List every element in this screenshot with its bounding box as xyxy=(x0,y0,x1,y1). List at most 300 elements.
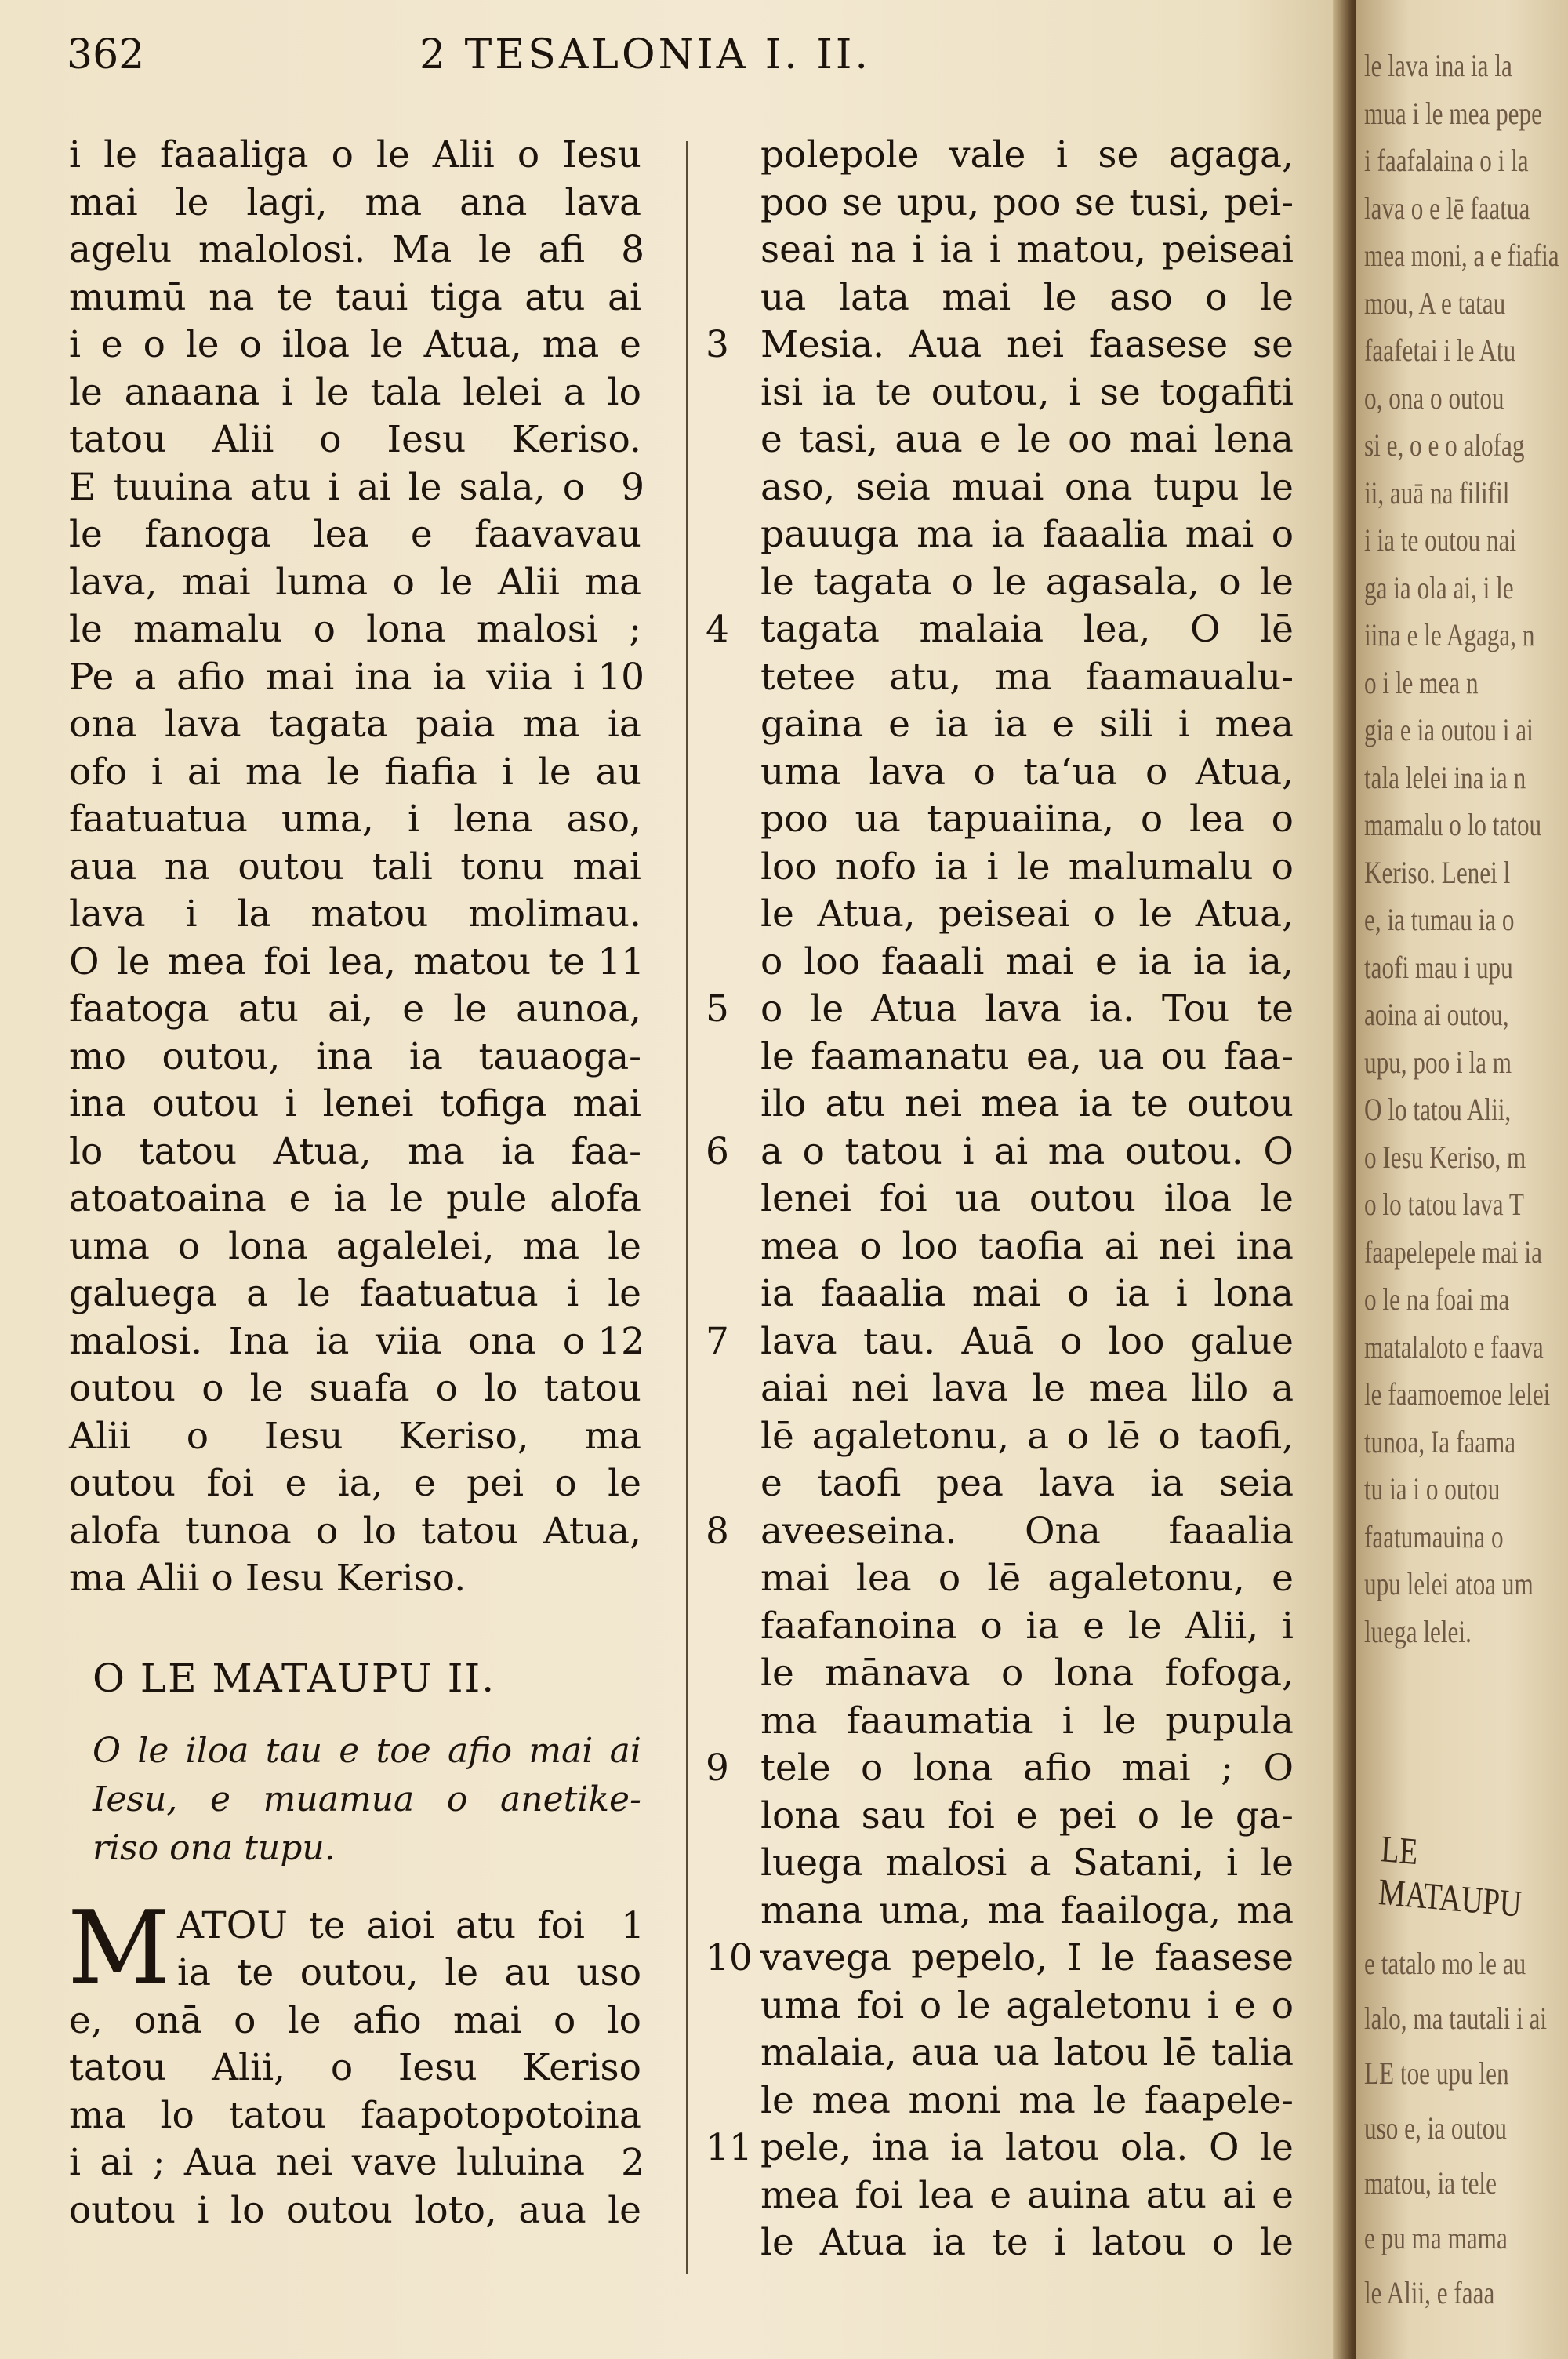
word: nofo xyxy=(834,845,917,889)
word: anaana xyxy=(124,370,260,414)
word: tala xyxy=(370,370,441,414)
word: poo xyxy=(760,798,829,841)
word: faatuatua xyxy=(359,1272,539,1315)
word: atu xyxy=(250,465,311,509)
verse-number: 2 xyxy=(621,2141,644,2184)
word: ATOU xyxy=(177,1903,288,1947)
word: taʻua xyxy=(1023,750,1118,794)
word: viia xyxy=(486,655,554,699)
text-line xyxy=(69,180,641,227)
word: lenei xyxy=(322,1082,414,1125)
text-line xyxy=(760,511,1294,559)
facing-page-fragment: uso e, ia outou xyxy=(1364,2110,1507,2146)
word: pepelo, xyxy=(911,1936,1048,1979)
word: lava xyxy=(985,987,1062,1030)
column-rule xyxy=(686,141,688,2274)
word: fiafia xyxy=(384,750,477,794)
word: aso xyxy=(1109,275,1173,319)
facing-page-fragment: i ia te outou nai xyxy=(1364,522,1517,558)
word: Atua xyxy=(871,987,958,1030)
word: tapuaiina, xyxy=(927,798,1115,841)
word: polepole xyxy=(760,133,920,176)
facing-page-fragment: matou, ia tele xyxy=(1364,2165,1497,2201)
word: le xyxy=(1017,418,1051,461)
word: pea xyxy=(935,1462,1004,1505)
word: togafiti xyxy=(1160,370,1294,414)
word: alofa xyxy=(550,1177,641,1220)
right-column xyxy=(706,132,1294,2267)
word: mea xyxy=(760,1224,840,1268)
word: le xyxy=(1093,2078,1127,2122)
word: le xyxy=(249,1367,284,1410)
word: agaletonu, xyxy=(1047,1557,1245,1600)
word: mana xyxy=(760,1888,863,1932)
word: se xyxy=(1098,133,1139,176)
word: aiai xyxy=(760,1367,829,1410)
word: ; xyxy=(152,2141,165,2184)
text-line xyxy=(760,1603,1294,1651)
facing-page-fragment: ii, auā na filifil xyxy=(1364,474,1510,511)
word: afio xyxy=(352,1998,422,2042)
facing-page-fragment: aoina ai outou, xyxy=(1364,997,1509,1032)
word: atu xyxy=(524,275,586,319)
word: ina xyxy=(315,1034,374,1078)
word: pele, xyxy=(760,2126,851,2169)
word: o xyxy=(553,1998,576,2042)
word: le xyxy=(608,1272,641,1315)
word: tunoa xyxy=(185,1509,292,1553)
word: foi xyxy=(879,1177,927,1220)
word: foi xyxy=(947,1794,995,1837)
verse-number: 3 xyxy=(706,323,729,366)
word: ai xyxy=(357,465,391,509)
word: loo xyxy=(804,940,860,983)
word: le xyxy=(1260,275,1294,319)
drop-cap: M xyxy=(67,1889,171,2007)
word: e xyxy=(413,1462,436,1505)
text-line xyxy=(69,511,641,559)
word: atu, xyxy=(889,655,962,699)
chapter-title: O LE MATAUPU II. xyxy=(93,1655,496,1701)
word: o xyxy=(973,750,996,794)
word: lenei xyxy=(760,1177,851,1220)
text-line xyxy=(706,2125,1294,2172)
text-line xyxy=(69,1318,644,1366)
word: galuega xyxy=(69,1272,218,1315)
word: i xyxy=(69,133,82,176)
word: lo xyxy=(607,370,641,414)
word: pule xyxy=(446,1177,528,1220)
word: ona xyxy=(69,703,137,746)
text-line xyxy=(760,464,1294,512)
word: a xyxy=(563,370,586,414)
word: o xyxy=(1145,750,1168,794)
word: peiseai xyxy=(938,892,1071,936)
word: ina xyxy=(354,655,412,699)
word: ma xyxy=(1018,2078,1076,2122)
word: e xyxy=(760,1462,782,1505)
word: lona xyxy=(1214,1272,1294,1315)
text-line xyxy=(69,2139,644,2187)
word: e xyxy=(410,513,433,556)
verse-number: 9 xyxy=(706,1747,729,1790)
facing-page-fragment: o i le mea n xyxy=(1364,664,1479,700)
word: mea xyxy=(1214,703,1294,746)
word: Iesu, xyxy=(93,1779,178,1819)
word: Alii xyxy=(497,560,560,604)
word: faatoga xyxy=(69,987,209,1030)
word: Atua xyxy=(819,2221,907,2264)
word: faaalia xyxy=(820,1272,946,1315)
word: i xyxy=(1054,2221,1066,2264)
word: I xyxy=(1067,1936,1082,1979)
word: e xyxy=(1272,1557,1294,1600)
word: lena xyxy=(453,798,533,841)
word: galue xyxy=(1190,1319,1294,1363)
word: outou. xyxy=(1124,1129,1243,1173)
word: tauaoga- xyxy=(478,1034,641,1078)
word: le xyxy=(103,133,137,176)
word: le xyxy=(760,560,794,604)
word: o xyxy=(1137,1794,1160,1837)
word: le xyxy=(69,608,103,651)
text-line xyxy=(69,464,644,512)
word: ma xyxy=(245,750,303,794)
word: le xyxy=(608,1462,641,1505)
word: sili xyxy=(1098,703,1154,746)
word: seia xyxy=(1219,1462,1294,1505)
facing-page-fragment: i faafalaina o i la xyxy=(1364,143,1529,178)
word: ma xyxy=(987,1888,1044,1932)
word: e xyxy=(285,1462,307,1505)
word: peiseai xyxy=(1162,228,1294,271)
word: lo xyxy=(230,2188,265,2232)
word: nei xyxy=(904,1082,963,1125)
text-line xyxy=(69,416,641,464)
word: ilo xyxy=(760,1082,807,1125)
word: atu xyxy=(238,987,299,1030)
word: le xyxy=(297,1272,331,1315)
word: pei- xyxy=(1224,180,1294,224)
facing-page-fragment: o lo tatou lava T xyxy=(1364,1187,1524,1222)
text-line xyxy=(69,274,641,322)
word: o xyxy=(446,1779,468,1819)
word: seia xyxy=(855,465,931,509)
word: Alii xyxy=(432,133,495,176)
text-line xyxy=(760,2030,1294,2077)
word: le xyxy=(760,1652,794,1695)
word: O xyxy=(1263,1129,1294,1173)
facing-page-fragment: O lo tatou Alii, xyxy=(1364,1092,1512,1127)
word: lava xyxy=(164,703,241,746)
word: iloa xyxy=(185,1730,249,1771)
word: mo xyxy=(69,1034,126,1078)
facing-page-fragment: ga ia ola ai, i le xyxy=(1364,569,1514,605)
word: ia, xyxy=(337,1462,383,1505)
text-line xyxy=(760,1270,1294,1318)
word: le xyxy=(69,513,103,556)
word: lava, xyxy=(69,560,158,604)
word: ua xyxy=(955,1177,1001,1220)
word: i xyxy=(989,228,1001,271)
text-line xyxy=(706,322,1294,369)
word: lo xyxy=(607,1998,641,2042)
word: ma xyxy=(1047,1129,1105,1173)
word: lea, xyxy=(1083,608,1151,651)
word: taofi, xyxy=(1198,1414,1294,1458)
word: tagata xyxy=(269,703,388,746)
text-line xyxy=(760,1888,1294,1936)
word: ina xyxy=(872,2126,930,2169)
text-line xyxy=(69,749,641,797)
word: o xyxy=(330,2046,354,2089)
word: viia xyxy=(376,1319,442,1363)
word: outou xyxy=(152,1082,260,1125)
word: aso, xyxy=(566,798,641,841)
text-line xyxy=(760,1840,1294,1888)
word: se xyxy=(1074,180,1116,224)
word: le xyxy=(116,940,151,983)
chapter-opening xyxy=(67,1889,644,2235)
word: iloa xyxy=(281,323,350,366)
word: te xyxy=(548,940,585,983)
word: Alii xyxy=(69,1414,132,1458)
word: ai, xyxy=(328,987,374,1030)
word: ua xyxy=(760,275,807,319)
word: le xyxy=(1181,1794,1214,1837)
word: na xyxy=(209,275,255,319)
word: ma xyxy=(1236,1888,1294,1932)
word: Iesu xyxy=(397,2046,477,2089)
word: Mesia. xyxy=(760,323,885,366)
word: tatou xyxy=(421,1509,519,1553)
facing-page-fragment: upu lelei atoa um xyxy=(1364,1566,1534,1601)
word: mea xyxy=(1088,1367,1168,1410)
text-line xyxy=(93,1776,641,1824)
word: e xyxy=(209,1779,231,1819)
word: na xyxy=(851,228,897,271)
verse-number: 9 xyxy=(621,465,644,509)
verse-number: 11 xyxy=(597,940,644,983)
word: molimau. xyxy=(468,892,641,936)
word: le xyxy=(390,1177,424,1220)
word: Aua xyxy=(183,2141,257,2184)
facing-page-fragment: le lava ina ia la xyxy=(1364,48,1512,83)
page-number: 362 xyxy=(67,31,145,78)
text-line xyxy=(69,891,641,939)
running-title: 2 TESALONIA I. II. xyxy=(419,31,871,78)
text-line xyxy=(69,2187,641,2235)
word: aso, xyxy=(760,465,836,509)
word: i xyxy=(912,228,924,271)
word: o xyxy=(186,1414,209,1458)
word: o xyxy=(1271,513,1294,556)
word: malosi xyxy=(476,608,598,651)
word: tagata xyxy=(760,608,880,651)
word: seai xyxy=(760,228,835,271)
word: ua xyxy=(993,2031,1040,2074)
word: mai xyxy=(971,1272,1041,1315)
word: ona xyxy=(468,1319,536,1363)
word: i xyxy=(185,892,198,936)
word: lē xyxy=(1163,2031,1197,2074)
text-line xyxy=(69,1081,641,1129)
word: lē xyxy=(987,1557,1022,1600)
word: tofiga xyxy=(439,1082,547,1125)
word: i xyxy=(1175,1272,1188,1315)
word: Alii xyxy=(137,1557,212,1600)
word: ua xyxy=(855,798,901,841)
word: tatou xyxy=(139,1129,238,1173)
word: ia xyxy=(607,703,641,746)
word: le xyxy=(1127,1604,1162,1648)
word: o xyxy=(319,418,342,461)
word: tuuina xyxy=(113,465,234,509)
word: faailoga, xyxy=(1060,1888,1221,1932)
word: tupu xyxy=(1153,465,1240,509)
word: a xyxy=(134,655,157,699)
word: o xyxy=(1205,275,1228,319)
word: ai xyxy=(187,750,221,794)
word: foi xyxy=(855,2173,903,2217)
word: lona xyxy=(913,1747,993,1790)
word: tele xyxy=(760,1747,831,1790)
text-line xyxy=(760,180,1294,227)
word: a xyxy=(1029,1841,1051,1885)
verse-number: 5 xyxy=(706,987,729,1030)
word: outou, xyxy=(931,370,1050,414)
word: E xyxy=(69,465,96,509)
word: agelu xyxy=(69,228,172,271)
word: faasese xyxy=(1154,1936,1294,1979)
word: riso xyxy=(93,1827,170,1868)
word: faamaualu- xyxy=(1085,655,1294,699)
word: i xyxy=(69,323,82,366)
word: Ona xyxy=(1025,1509,1101,1553)
word: Alii, xyxy=(1185,1604,1259,1648)
word: malumalu xyxy=(1068,845,1254,889)
word: faa- xyxy=(571,1129,641,1173)
word: te xyxy=(237,1951,274,1994)
word: faasese xyxy=(1088,323,1229,366)
word: ea, xyxy=(1026,1034,1082,1078)
facing-page-fragment: o Iesu Keriso, m xyxy=(1364,1139,1526,1175)
word: o xyxy=(1093,892,1116,936)
word: lava xyxy=(564,180,641,224)
word: ia xyxy=(315,1319,350,1363)
word: Keriso xyxy=(522,2046,641,2089)
word: foi xyxy=(856,1983,905,2027)
word: tupu. xyxy=(244,1827,336,1868)
word: moni xyxy=(908,2078,1001,2122)
word: talia xyxy=(1210,2031,1294,2074)
facing-page-fragment: lava o e lē faatua xyxy=(1364,190,1530,226)
word: ua xyxy=(1098,1034,1145,1078)
word: te xyxy=(1131,1082,1168,1125)
word: ia xyxy=(333,1177,368,1220)
verse-number: 10 xyxy=(597,655,644,699)
word: Atua, xyxy=(423,323,522,366)
word: tonu xyxy=(460,845,545,889)
verse-number: 8 xyxy=(706,1509,729,1553)
word: faaali xyxy=(880,940,985,983)
word: anetike- xyxy=(500,1779,641,1819)
word: i xyxy=(1062,1699,1074,1743)
word: uma, xyxy=(281,798,374,841)
word: afio xyxy=(448,1730,513,1771)
word: outou xyxy=(1186,1082,1294,1125)
word: alofa xyxy=(69,1509,161,1553)
facing-page-fragment: faafetai i le Atu xyxy=(1364,333,1516,368)
word: le xyxy=(314,370,349,414)
word: e xyxy=(1083,1604,1105,1648)
text-line xyxy=(706,1129,1294,1176)
word: ia xyxy=(1078,1082,1112,1125)
word: o xyxy=(1060,1319,1083,1363)
word: vale xyxy=(949,133,1026,176)
word: poo xyxy=(760,180,829,224)
word: nei xyxy=(275,2141,333,2184)
word: le xyxy=(1101,1936,1135,1979)
word: le xyxy=(1043,275,1077,319)
word: Atua, xyxy=(817,892,916,936)
word: ia xyxy=(1192,940,1227,983)
word: ia xyxy=(950,2126,985,2169)
word: gaina xyxy=(760,703,864,746)
word: O xyxy=(1208,2126,1240,2169)
word: i xyxy=(408,798,420,841)
text-line xyxy=(760,1176,1294,1223)
word: lo xyxy=(69,1129,103,1173)
word: o xyxy=(392,560,415,604)
word: taui xyxy=(336,275,408,319)
word: O xyxy=(1190,608,1221,651)
word: lena xyxy=(1214,418,1294,461)
word: i xyxy=(1207,1983,1219,2027)
text-line xyxy=(69,1903,644,1950)
word: le xyxy=(369,323,404,366)
word: i xyxy=(501,750,514,794)
word: mai xyxy=(528,1730,593,1771)
word: isi xyxy=(760,370,804,414)
word: i xyxy=(285,1082,297,1125)
word: luega xyxy=(760,1841,864,1885)
word: le xyxy=(1260,1841,1294,1885)
word: outou xyxy=(69,1367,176,1410)
facing-page-fragment: tala lelei ina ia n xyxy=(1364,759,1526,795)
word: ; xyxy=(629,608,641,651)
word: tusi, xyxy=(1129,180,1210,224)
word: agaga, xyxy=(1168,133,1294,176)
facing-page-fragment: mua i le mea pepe xyxy=(1364,95,1542,131)
word: agaletonu xyxy=(1006,1983,1192,2027)
verse-number: 10 xyxy=(706,1936,753,1979)
word: ma xyxy=(760,1699,818,1743)
word: lona xyxy=(228,1224,308,1268)
word: faavavau xyxy=(474,513,641,556)
word: faamanatu xyxy=(811,1034,1010,1078)
word: mai xyxy=(572,845,641,889)
word: ia xyxy=(991,513,1025,556)
word: outou xyxy=(69,2188,176,2232)
word: Satani, xyxy=(1073,1841,1204,1885)
text-line xyxy=(706,1318,1294,1366)
word: i xyxy=(151,750,163,794)
word: mai xyxy=(942,275,1011,319)
word: o xyxy=(1000,1652,1024,1695)
word: ma xyxy=(408,1129,465,1173)
word: ma xyxy=(69,1557,138,1600)
